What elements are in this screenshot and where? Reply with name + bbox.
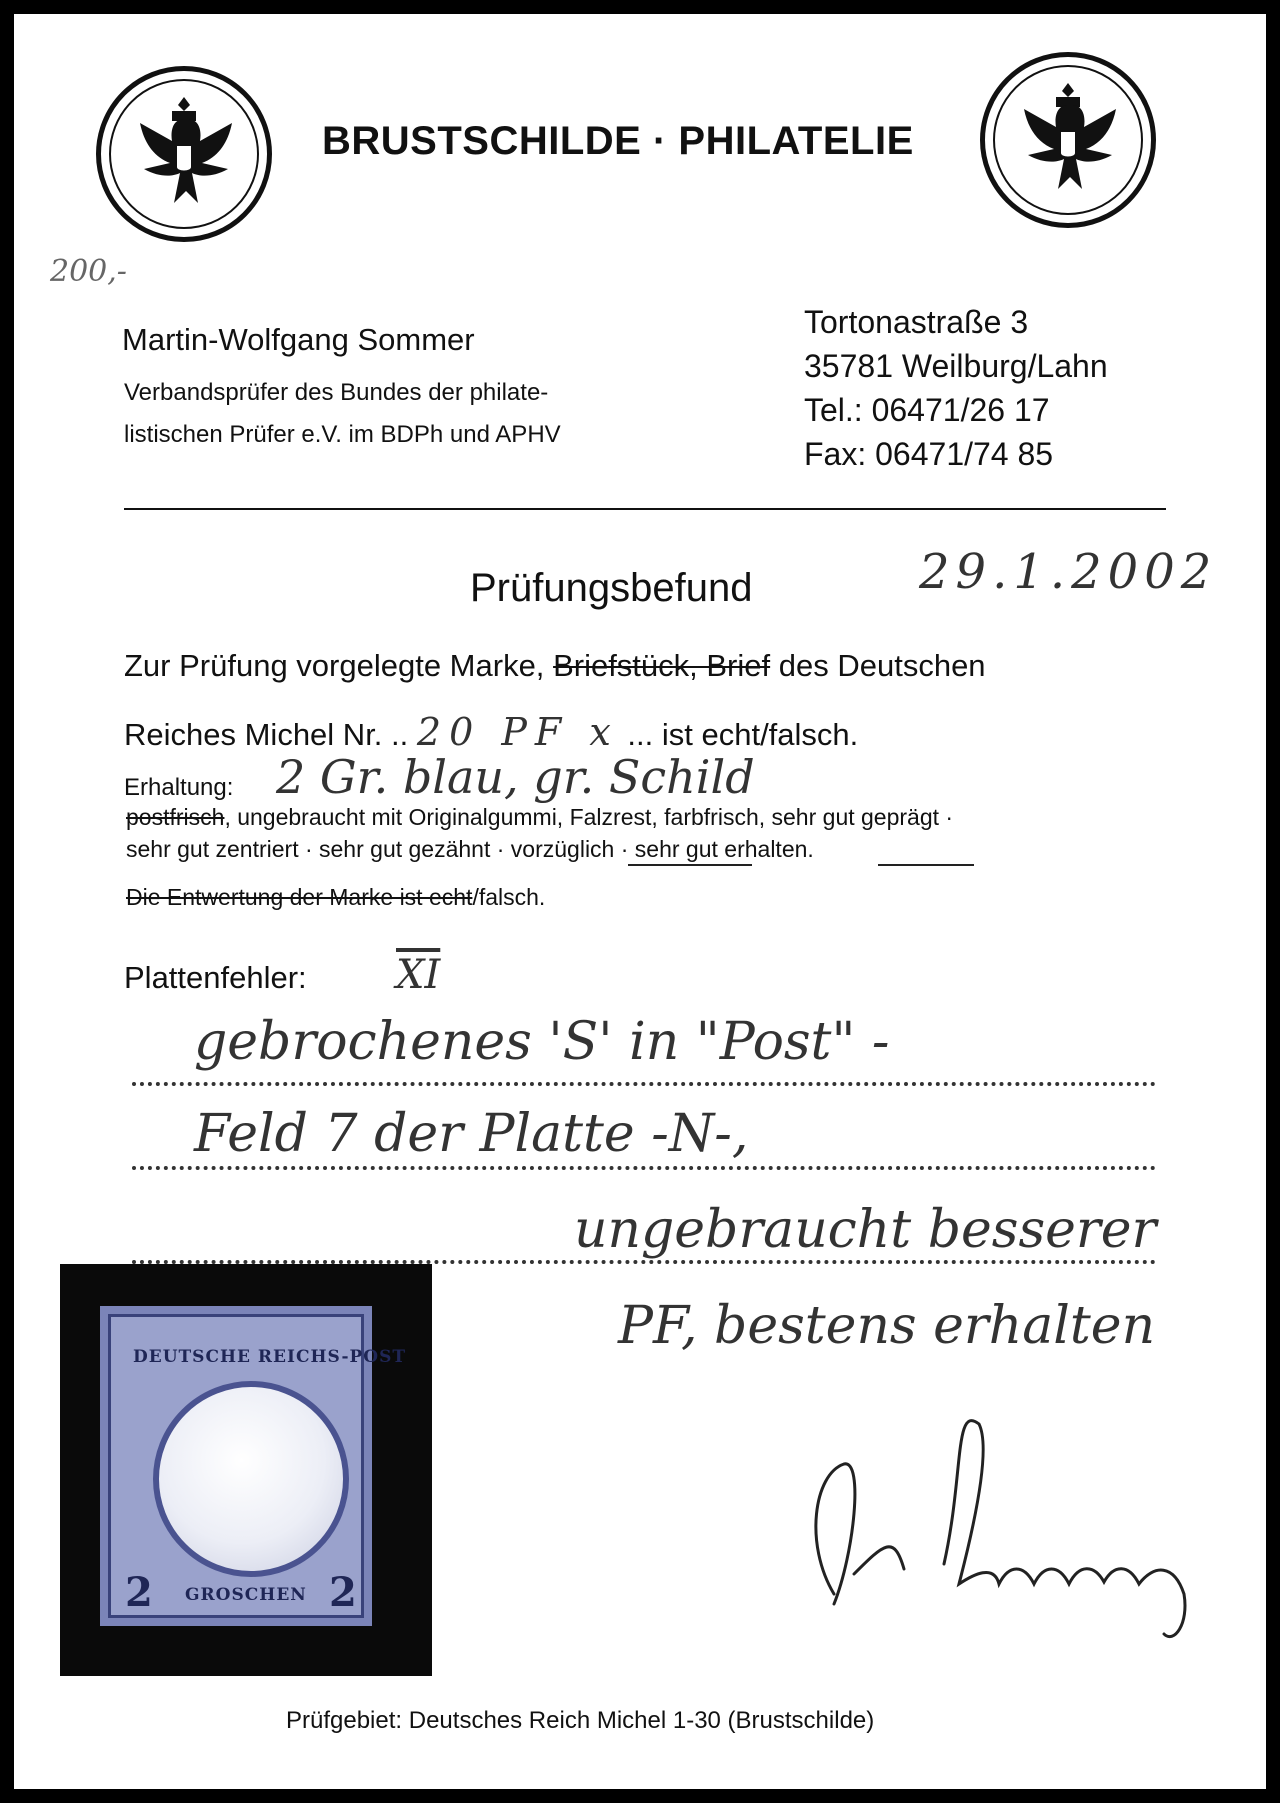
stamp-top-text: DEUTSCHE REICHS-POST [133,1347,407,1367]
report-title: Prüfungsbefund [470,566,753,610]
stamp-bottom-text: GROSCHEN [185,1585,307,1605]
eagle-icon [123,89,245,219]
condition-line-2: sehr gut zentriert · sehr gut gezähnt · vorzüglich · sehr gut erhalten. [126,836,814,862]
stamp-photo [60,1264,432,1676]
note-line-3: ungebraucht besserer [574,1200,1157,1260]
note-line-1: gebrochenes 'S' in "Post" - [194,1012,890,1072]
stamp [100,1306,407,1626]
erhaltung-hand: 2 Gr. blau, gr. Schild [276,750,755,804]
address-tel: Tel.: 06471/26 17 [804,392,1050,428]
eagle-seal-left [96,66,272,242]
divider [124,508,1166,510]
plate-label: Plattenfehler: [124,960,307,995]
note-line-2: Feld 7 der Platte -N-, [194,1104,749,1164]
stamp-value-right: 2 [329,1569,357,1616]
banner-title: BRUSTSCHILDE · PHILATELIE [322,119,914,163]
report-line-1: Zur Prüfung vorgelegte Marke, Briefstück, Brief des Deutschen [124,648,986,683]
margin-note: 200,- [50,254,127,289]
stamp-value-left: 2 [125,1569,153,1616]
certificate-sheet [14,14,1266,1789]
address-fax: Fax: 06471/74 85 [804,436,1054,472]
note-line-4: PF, bestens erhalten [618,1296,1156,1356]
condition-underline-1 [628,864,752,866]
examiner-line-2: listischen Prüfer e.V. im BDPh und APHV [124,421,561,448]
struck-text: Briefstück, Brief [553,648,771,683]
stamp-eagle-disc [153,1381,349,1577]
report-line-2: Reiches Michel Nr. .. 20 PF x ... ist echt/falsch. [124,710,859,754]
erhaltung-label: Erhaltung: [124,774,234,801]
michel-number: 20 PF x [416,710,619,754]
eagle-seal-right [980,52,1156,228]
signature-text: M. Sommer [794,1394,800,1395]
dotted-line-1 [132,1078,1156,1086]
examiner-line-1: Verbandsprüfer des Bundes der philate- [124,379,549,406]
address-street: Tortonastraße 3 [804,304,1029,340]
plate-number: $\overline{XI}$ [396,952,441,998]
report-date: 29.1.2002 [919,544,1218,600]
examiner-name: Martin-Wolfgang Sommer [122,322,475,357]
signature [794,1394,1254,1654]
cancel-line: Die Entwertung der Marke ist echt/falsch. [126,884,546,910]
footer-text: Prüfgebiet: Deutsches Reich Michel 1-30 (Brustschilde) [286,1707,875,1734]
condition-line-1: postfrisch, ungebraucht mit Originalgummi, Falzrest, farbfrisch, sehr gut geprägt · [126,804,954,830]
eagle-icon [1007,75,1129,205]
condition-underline-2 [878,864,974,866]
address-city: 35781 Weilburg/Lahn [804,348,1108,384]
